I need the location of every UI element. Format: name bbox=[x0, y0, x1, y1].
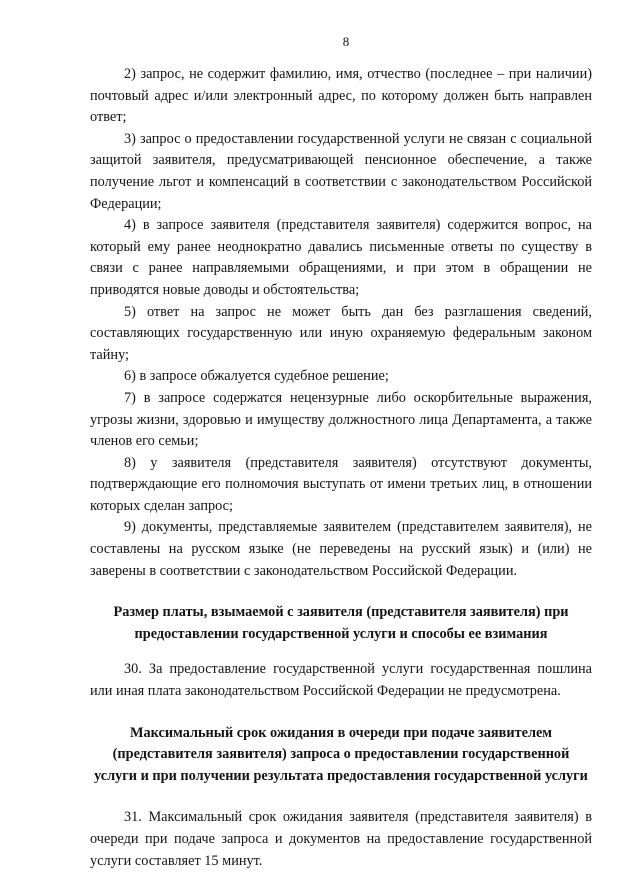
list-item-3: 3) запрос о предоставлении государственной услуги не связан с социальной защитой заявителя, предусматривающей пенсионное обеспечение, а также получение льгот и компенсаций в соответствии с законодательством Российской Федерации; bbox=[90, 130, 592, 212]
page-number: 8 bbox=[342, 34, 350, 49]
spacer bbox=[90, 582, 592, 602]
paragraph-30: 30. За предоставление государственной услуги государственная пошлина или иная плата законодательством Российской Федерации не предусмотрена. bbox=[90, 661, 592, 700]
list-item-6: 6) в запросе обжалуется судебное решение; bbox=[124, 368, 389, 385]
spacer bbox=[90, 787, 592, 807]
spacer bbox=[90, 645, 592, 659]
list-item-2: 2) запрос, не содержит фамилию, имя, отчество (последнее – при наличии) почтовый адрес и/или электронный адрес, по которому должен быть направлен ответ; bbox=[90, 66, 592, 126]
paragraph-31: 31. Максимальный срок ожидания заявителя (представителя заявителя) в очереди при подаче запроса и документов на предоставление государственной услуги составляет 15 минут. bbox=[90, 809, 592, 869]
section-heading-fee: Размер платы, взымаемой с заявителя (представителя заявителя) при предоставлении государственной услуги и способы ее взимания bbox=[113, 604, 569, 642]
list-item-8: 8) у заявителя (представителя заявителя) отсутствуют документы, подтверждающие его полномочия выступать от имени третьих лиц, в отношении которых сделан запрос; bbox=[90, 454, 592, 514]
list-item-4: 4) в запросе заявителя (представителя заявителя) содержится вопрос, на который ему ранее неоднократно давались письменные ответы по существу в связи с ранее направляемыми обращениями, и при этом в обращении не приводятся новые доводы и обстоятельства; bbox=[90, 217, 592, 298]
spacer bbox=[90, 703, 592, 723]
list-item-5: 5) ответ на запрос не может быть дан без разглашения сведений, составляющих государственную или иную охраняемую федеральным законом тайну; bbox=[90, 303, 592, 363]
section-heading-wait: Максимальный срок ожидания в очереди при подаче заявителем (представителя заявителя) запроса о предоставлении государственной услуги и при получении результата предоставления государственной услуги bbox=[94, 724, 588, 784]
list-item-7: 7) в запросе содержатся нецензурные либо оскорбительные выражения, угрозы жизни, здоровью и имуществу должностного лица Департамента, а также членов его семьи; bbox=[90, 389, 592, 450]
list-item-9: 9) документы, представляемые заявителем (представителем заявителя), не составлены на русском языке (не переведены на русский язык) и (или) не заверены в соответствии с законодательством Российской Федерации. bbox=[90, 519, 592, 579]
